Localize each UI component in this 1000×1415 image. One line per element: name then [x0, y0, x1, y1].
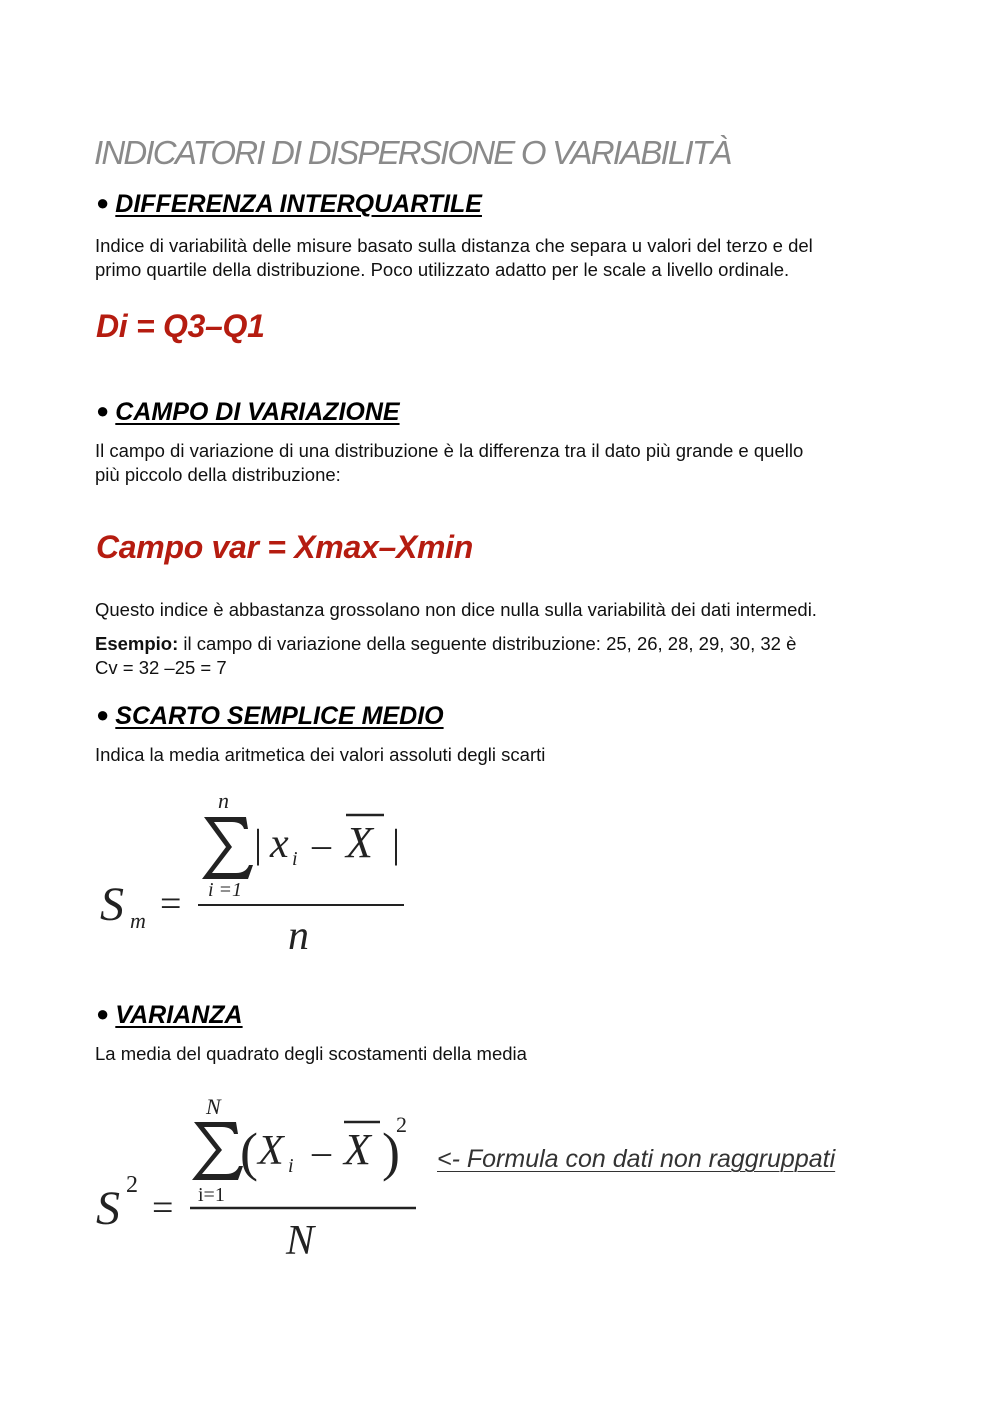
denominator: N — [286, 1218, 315, 1264]
bullet-icon: ● — [96, 190, 110, 215]
bullet-icon: ● — [96, 1001, 110, 1026]
sum-upper-limit: n — [218, 788, 229, 813]
sum-lower-limit: i=1 — [198, 1184, 225, 1206]
minus-sign: – — [312, 1131, 331, 1173]
x-symbol: x — [270, 821, 289, 867]
x-subscript: i — [292, 848, 298, 870]
text-line: più piccolo della distribuzione: — [95, 464, 341, 485]
abs-close: | — [392, 821, 401, 866]
heading-variance — [96, 1001, 243, 1030]
text-line: Il campo di variazione di una distribuzione è la differenza tra il dato più grande e quello — [95, 440, 804, 461]
range-description — [95, 439, 915, 487]
sigma-icon — [202, 817, 253, 879]
power: 2 — [396, 1112, 407, 1137]
variance-description: La media del quadrato degli scostamenti della media — [95, 1043, 527, 1064]
example-line — [95, 632, 915, 656]
formula-lhs: S — [96, 1182, 120, 1235]
example-label: Esempio: — [95, 633, 179, 654]
interquartile-description — [95, 234, 915, 282]
variance-formula — [90, 1090, 430, 1265]
abs-open: | — [254, 821, 263, 866]
paren-open: ( — [240, 1122, 258, 1182]
heading-text: SCARTO SEMPLICE MEDIO — [115, 702, 444, 730]
example-text: il campo di variazione della seguente distribuzione: 25, 26, 28, 29, 30, 32 è — [178, 633, 797, 654]
heading-text: DIFFERENZA INTERQUARTILE — [115, 190, 482, 218]
formula-lhs: S — [100, 878, 124, 931]
x-subscript: i — [288, 1155, 294, 1177]
heading-text: VARIANZA — [115, 1001, 243, 1029]
formula-lhs-sub: m — [130, 908, 146, 933]
text-line: Indice di variabilità delle misure basato sulla distanza che separa u valori del terzo e del — [95, 235, 813, 256]
heading-range — [96, 398, 400, 427]
sum-lower-limit: i =1 — [208, 879, 243, 901]
range-formula: Campo var = Xmax–Xmin — [96, 529, 473, 565]
x-symbol: X — [258, 1128, 284, 1174]
denominator: n — [288, 913, 309, 959]
bullet-icon: ● — [96, 398, 110, 423]
heading-interquartile — [96, 190, 482, 219]
range-example — [95, 632, 915, 680]
example-result: Cv = 32 –25 = 7 — [95, 657, 227, 678]
variance-formula-note: <- Formula con dati non raggruppati — [437, 1145, 836, 1173]
mean-symbol: X — [346, 818, 373, 867]
interquartile-formula: Di = Q3–Q1 — [96, 308, 265, 344]
paren-close: ) — [382, 1122, 400, 1182]
bullet-icon: ● — [96, 702, 110, 727]
minus-sign: – — [312, 824, 331, 866]
range-note: Questo indice è abbastanza grossolano non dice nulla sulla variabilità dei dati intermedi. — [95, 599, 817, 620]
heading-text: CAMPO DI VARIAZIONE — [115, 398, 400, 426]
mean-deviation-formula — [90, 785, 420, 965]
text-line: primo quartile della distribuzione. Poco utilizzato adatto per le scale a livello ordinale. — [95, 259, 790, 280]
formula-equals: = — [160, 883, 182, 925]
formula-equals: = — [152, 1187, 174, 1229]
mean-symbol: X — [344, 1125, 371, 1174]
page-title: INDICATORI DI DISPERSIONE O VARIABILITÀ — [94, 134, 731, 171]
formula-lhs-sup: 2 — [126, 1172, 138, 1198]
heading-mean-deviation — [96, 702, 444, 731]
sum-upper-limit: N — [206, 1094, 221, 1119]
mean-deviation-description: Indica la media aritmetica dei valori assoluti degli scarti — [95, 744, 546, 765]
sigma-icon — [192, 1122, 243, 1180]
